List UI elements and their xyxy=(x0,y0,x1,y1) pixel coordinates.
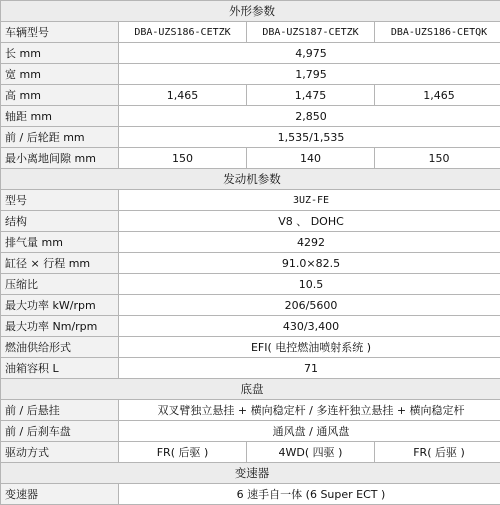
row-label-transmission: 变速器 xyxy=(1,484,119,505)
table-row xyxy=(1,274,500,295)
model-code-3: DBA-UZS186-CETQK xyxy=(375,22,500,43)
section-title-exterior: 外形参数 xyxy=(1,1,500,22)
table-row xyxy=(1,22,500,43)
section-title-engine: 发动机参数 xyxy=(1,169,500,190)
table-row xyxy=(1,43,500,64)
value-max-power: 206/5600 xyxy=(119,295,500,316)
row-label-drive: 驱动方式 xyxy=(1,442,119,463)
value-width: 1,795 xyxy=(119,64,500,85)
value-structure: V8 、 DOHC xyxy=(119,211,500,232)
section-row-transmission xyxy=(1,463,500,484)
row-label-compression: 压缩比 xyxy=(1,274,119,295)
value-brakes: 通风盘 / 通风盘 xyxy=(119,421,500,442)
value-tank: 71 xyxy=(119,358,500,379)
table-row xyxy=(1,211,500,232)
value-drive-1: FR( 后驱 ) xyxy=(119,442,247,463)
table-row xyxy=(1,358,500,379)
value-clearance-2: 140 xyxy=(247,148,375,169)
row-label-length: 长 mm xyxy=(1,43,119,64)
value-displacement: 4292 xyxy=(119,232,500,253)
value-drive-3: FR( 后驱 ) xyxy=(375,442,500,463)
table-row xyxy=(1,148,500,169)
table-row xyxy=(1,337,500,358)
table-row xyxy=(1,295,500,316)
table-row xyxy=(1,232,500,253)
value-fuel-supply: EFI( 电控燃油喷射系统 ) xyxy=(119,337,500,358)
row-label-ground-clearance: 最小离地间隙 mm xyxy=(1,148,119,169)
section-row-chassis xyxy=(1,379,500,400)
value-suspension: 双叉臂独立悬挂 + 横向稳定杆 / 多连杆独立悬挂 + 横向稳定杆 xyxy=(119,400,500,421)
value-height-1: 1,465 xyxy=(119,85,247,106)
section-row-exterior xyxy=(1,1,500,22)
section-title-chassis: 底盘 xyxy=(1,379,500,400)
value-drive-2: 4WD( 四驱 ) xyxy=(247,442,375,463)
row-label-brakes: 前 / 后刹车盘 xyxy=(1,421,119,442)
value-bore-stroke: 91.0×82.5 xyxy=(119,253,500,274)
row-label-tank: 油箱容积 L xyxy=(1,358,119,379)
value-height-3: 1,465 xyxy=(375,85,500,106)
value-length: 4,975 xyxy=(119,43,500,64)
table-row xyxy=(1,253,500,274)
row-label-engine-model: 型号 xyxy=(1,190,119,211)
row-label-max-torque: 最大功率 Nm/rpm xyxy=(1,316,119,337)
table-row xyxy=(1,106,500,127)
row-label-max-power: 最大功率 kW/rpm xyxy=(1,295,119,316)
model-code-2: DBA-UZS187-CETZK xyxy=(247,22,375,43)
table-row xyxy=(1,421,500,442)
table-row xyxy=(1,64,500,85)
row-label-width: 宽 mm xyxy=(1,64,119,85)
value-clearance-3: 150 xyxy=(375,148,500,169)
table-row xyxy=(1,316,500,337)
value-engine-model: 3UZ-FE xyxy=(119,190,500,211)
value-clearance-1: 150 xyxy=(119,148,247,169)
row-label-suspension: 前 / 后悬挂 xyxy=(1,400,119,421)
row-label-track: 前 / 后轮距 mm xyxy=(1,127,119,148)
table-row xyxy=(1,442,500,463)
value-height-2: 1,475 xyxy=(247,85,375,106)
row-label-height: 高 mm xyxy=(1,85,119,106)
table-row xyxy=(1,85,500,106)
value-wheelbase: 2,850 xyxy=(119,106,500,127)
model-code-1: DBA-UZS186-CETZK xyxy=(119,22,247,43)
section-row-engine xyxy=(1,169,500,190)
table-row xyxy=(1,400,500,421)
row-label-structure: 结构 xyxy=(1,211,119,232)
row-label-displacement: 排气量 mm xyxy=(1,232,119,253)
table-row xyxy=(1,127,500,148)
row-label-wheelbase: 轴距 mm xyxy=(1,106,119,127)
row-label-model: 车辆型号 xyxy=(1,22,119,43)
value-track: 1,535/1,535 xyxy=(119,127,500,148)
row-label-fuel-supply: 燃油供给形式 xyxy=(1,337,119,358)
table-row xyxy=(1,484,500,505)
value-transmission: 6 速手自一体 (6 Super ECT ) xyxy=(119,484,500,505)
table-row xyxy=(1,190,500,211)
section-title-transmission: 变速器 xyxy=(1,463,500,484)
value-compression: 10.5 xyxy=(119,274,500,295)
value-max-torque: 430/3,400 xyxy=(119,316,500,337)
row-label-bore-stroke: 缸径 × 行程 mm xyxy=(1,253,119,274)
